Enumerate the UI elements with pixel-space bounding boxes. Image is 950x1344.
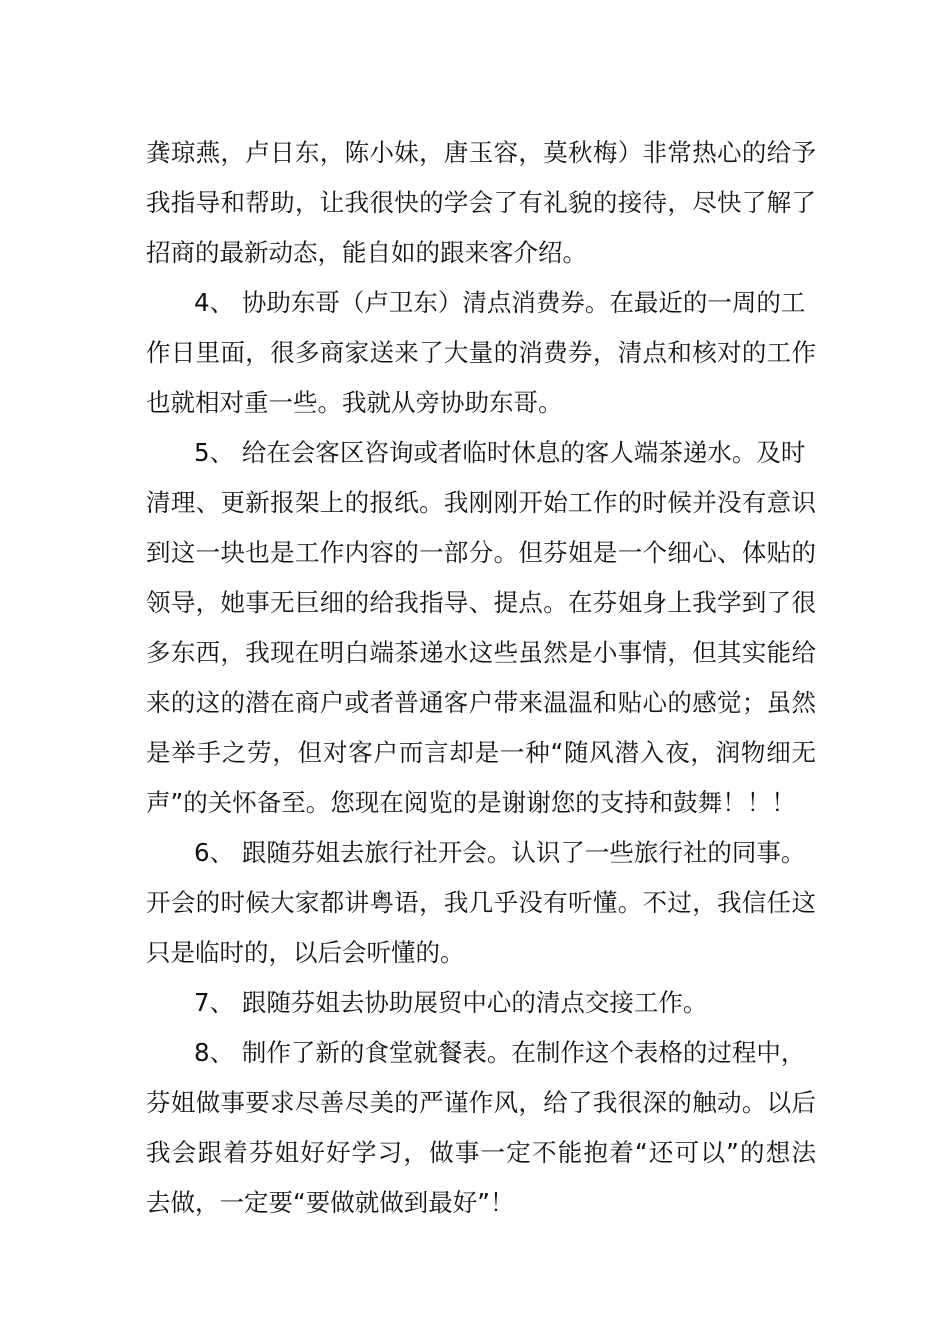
text-line: 来的这的潜在商户或者普通客户带来温温和贴心的感觉；虽然: [146, 688, 816, 717]
text-line: 龚琼燕，卢日东，陈小妹，唐玉容，莫秋梅）非常热心的给予: [146, 138, 816, 167]
list-item-4: 4、 协助东哥（卢卫东）清点消费券。在最近的一周的工: [194, 288, 806, 317]
text-line: 也就相对重一些。我就从旁协助东哥。: [146, 388, 563, 417]
text-line: 招商的最新动态，能自如的跟来客介绍。: [146, 238, 587, 267]
text-line: 声”的关怀备至。您现在阅览的是谢谢您的支持和鼓舞！！！: [146, 788, 796, 817]
text-line: 是举手之劳，但对客户而言却是一种“随风潜入夜，润物细无: [146, 738, 816, 767]
text-line: 作日里面，很多商家送来了大量的消费券，清点和核对的工作: [146, 338, 816, 367]
text-line: 芬姐做事要求尽善尽美的严谨作风，给了我很深的触动。以后: [146, 1088, 816, 1117]
text-line: 只是临时的，以后会听懂的。: [146, 938, 465, 967]
text-line: 清理、更新报架上的报纸。我刚刚开始工作的时候并没有意识: [146, 488, 816, 517]
text-line: 去做，一定要“要做就做到最好”！: [146, 1188, 515, 1217]
list-item-8: 8、 制作了新的食堂就餐表。在制作这个表格的过程中，: [194, 1038, 806, 1067]
text-line: 领导，她事无巨细的给我指导、提点。在芬姐身上我学到了很: [146, 588, 816, 617]
list-item-5: 5、 给在会客区咨询或者临时休息的客人端茶递水。及时: [194, 438, 806, 467]
text-line: 我会跟着芬姐好好学习，做事一定不能抱着“还可以”的想法: [146, 1138, 816, 1167]
text-line: 到这一块也是工作内容的一部分。但芬姐是一个细心、体贴的: [146, 538, 816, 567]
text-line: 我指导和帮助，让我很快的学会了有礼貌的接待，尽快了解了: [146, 188, 816, 217]
text-line: 开会的时候大家都讲粤语，我几乎没有听懂。不过，我信任这: [146, 888, 816, 917]
list-item-7: 7、 跟随芬姐去协助展贸中心的清点交接工作。: [194, 988, 708, 1017]
list-item-6: 6、 跟随芬姐去旅行社开会。认识了一些旅行社的同事。: [194, 838, 806, 867]
text-line: 多东西，我现在明白端茶递水这些虽然是小事情，但其实能给: [146, 638, 816, 667]
